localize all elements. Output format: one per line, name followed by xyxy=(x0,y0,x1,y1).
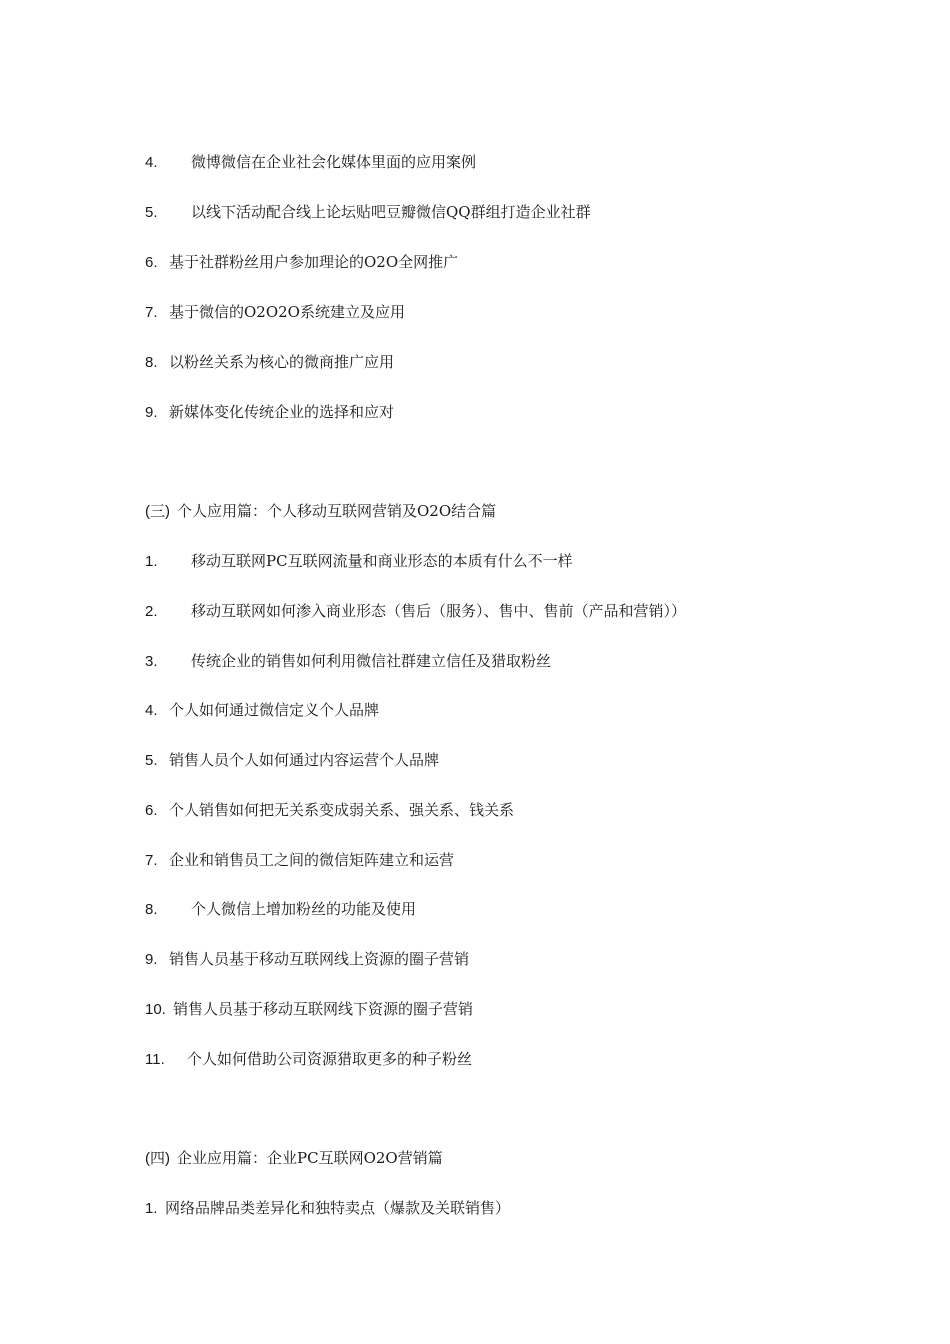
item-text: 个人销售如何把无关系变成弱关系、强关系、钱关系 xyxy=(169,801,515,819)
item-number: 6. xyxy=(145,802,158,819)
section-heading xyxy=(145,501,496,522)
item-number: 9. xyxy=(145,951,158,968)
list-item xyxy=(145,850,454,871)
list-item xyxy=(145,651,551,672)
list-item xyxy=(145,800,514,821)
list-item xyxy=(145,302,405,323)
item-text: 传统企业的销售如何利用微信社群建立信任及猎取粉丝 xyxy=(191,652,552,670)
item-number: 7. xyxy=(145,304,158,321)
list-item xyxy=(145,202,591,223)
item-number: 3. xyxy=(145,653,158,670)
heading-number: (四) xyxy=(145,1150,170,1167)
item-text: 基于微信的O2O2O系统建立及应用 xyxy=(169,303,405,321)
section-heading xyxy=(145,1148,443,1169)
list-item xyxy=(145,601,686,622)
list-item xyxy=(145,700,379,721)
item-text: 基于社群粉丝用户参加理论的O2O全网推广 xyxy=(169,253,459,271)
list-item xyxy=(145,1049,472,1070)
item-number: 10. xyxy=(145,1001,166,1018)
item-text: 微博微信在企业社会化媒体里面的应用案例 xyxy=(191,153,477,171)
item-number: 5. xyxy=(145,752,158,769)
list-item xyxy=(145,152,476,173)
item-number: 9. xyxy=(145,404,158,421)
heading-number: (三) xyxy=(145,503,170,520)
item-number: 4. xyxy=(145,702,158,719)
item-text: 销售人员基于移动互联网线下资源的圈子营销 xyxy=(173,1000,474,1018)
item-number: 1. xyxy=(145,553,158,570)
list-item xyxy=(145,402,394,423)
item-number: 7. xyxy=(145,852,158,869)
heading-text: 个人应用篇：个人移动互联网营销及O2O结合篇 xyxy=(177,502,497,520)
item-number: 5. xyxy=(145,204,158,221)
list-item xyxy=(145,252,458,273)
item-text: 网络品牌品类差异化和独特卖点（爆款及关联销售） xyxy=(165,1199,511,1217)
list-item xyxy=(145,1198,510,1219)
list-item xyxy=(145,899,416,920)
item-text: 销售人员个人如何通过内容运营个人品牌 xyxy=(169,751,440,769)
item-number: 8. xyxy=(145,901,158,918)
item-number: 8. xyxy=(145,354,158,371)
item-text: 移动互联网如何渗入商业形态（售后（服务）、售中、售前（产品和营销）） xyxy=(191,602,687,620)
item-text: 销售人员基于移动互联网线上资源的圈子营销 xyxy=(169,950,470,968)
heading-text: 企业应用篇：企业PC互联网O2O营销篇 xyxy=(177,1149,443,1167)
item-number: 4. xyxy=(145,154,158,171)
item-text: 个人微信上增加粉丝的功能及使用 xyxy=(191,900,417,918)
list-item xyxy=(145,949,469,970)
item-number: 2. xyxy=(145,603,158,620)
item-text: 移动互联网PC互联网流量和商业形态的本质有什么不一样 xyxy=(191,552,573,570)
list-item xyxy=(145,750,439,771)
item-text: 个人如何借助公司资源猎取更多的种子粉丝 xyxy=(187,1050,473,1068)
item-text: 个人如何通过微信定义个人品牌 xyxy=(169,701,380,719)
item-text: 新媒体变化传统企业的选择和应对 xyxy=(169,403,395,421)
list-item xyxy=(145,999,473,1020)
item-text: 以粉丝关系为核心的微商推广应用 xyxy=(169,353,395,371)
item-number: 11. xyxy=(145,1051,165,1068)
item-number: 1. xyxy=(145,1200,158,1217)
list-item xyxy=(145,551,573,572)
item-number: 6. xyxy=(145,254,158,271)
list-item xyxy=(145,352,394,373)
item-text: 以线下活动配合线上论坛贴吧豆瓣微信QQ群组打造企业社群 xyxy=(191,203,591,221)
item-text: 企业和销售员工之间的微信矩阵建立和运营 xyxy=(169,851,455,869)
